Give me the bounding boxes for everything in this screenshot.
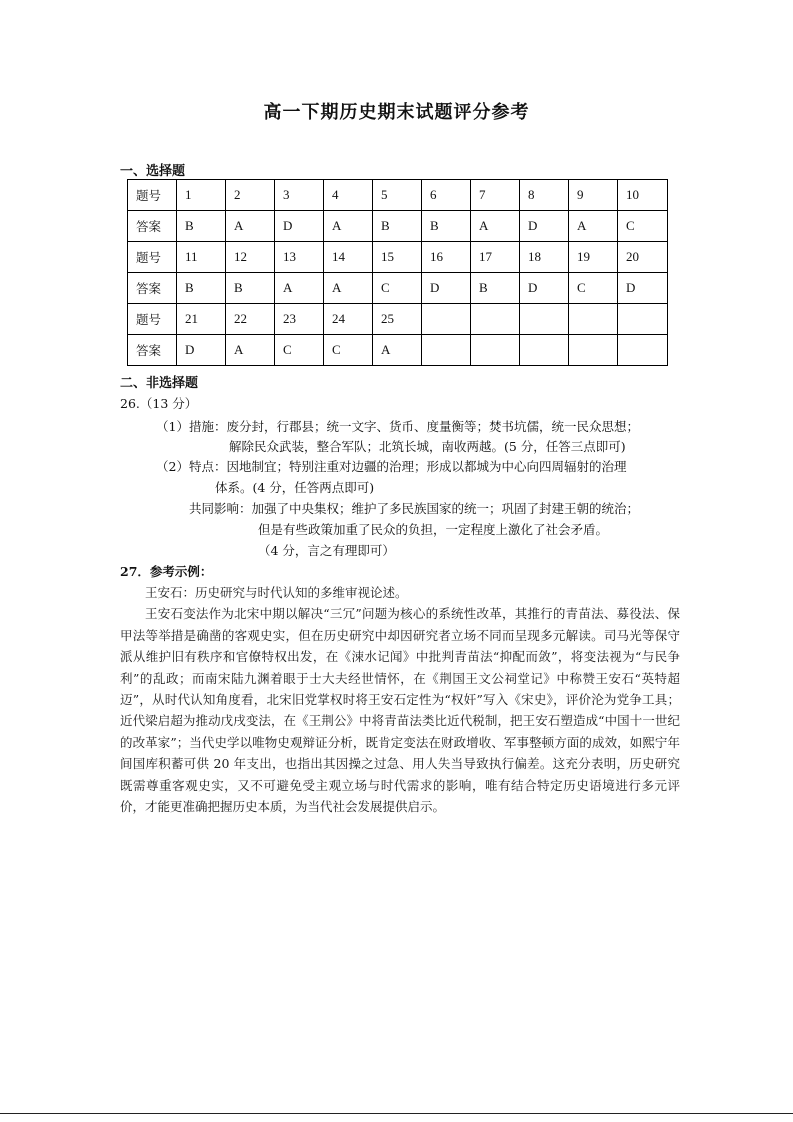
table-cell bbox=[471, 335, 520, 366]
table-cell: A bbox=[226, 211, 275, 242]
row-label: 题号 bbox=[128, 242, 177, 273]
table-cell: 14 bbox=[324, 242, 373, 273]
table-cell: C bbox=[275, 335, 324, 366]
section-heading-nonchoice: 二、非选择题 bbox=[120, 376, 199, 391]
q26-line: 体系。(4 分，任答两点即可) bbox=[215, 480, 375, 495]
q27-thesis: 王安石：历史研究与时代认知的多维审视论述。 bbox=[145, 585, 408, 600]
table-cell: D bbox=[520, 273, 569, 304]
table-cell: B bbox=[226, 273, 275, 304]
row-label: 答案 bbox=[128, 335, 177, 366]
q26-line: 但是有些政策加重了民众的负担，一定程度上激化了社会矛盾。 bbox=[258, 522, 609, 537]
bottom-rule bbox=[0, 1113, 793, 1114]
table-cell bbox=[520, 304, 569, 335]
table-cell: 22 bbox=[226, 304, 275, 335]
table-cell: 7 bbox=[471, 180, 520, 211]
table-row bbox=[128, 242, 668, 273]
q27-body: 王安石变法作为北宋中期以解决“三冗”问题为核心的系统性改革，其推行的青苗法、募役法、保甲法等举措是确凿的客观史实，但在历史研究中却因研究者立场不同而呈现多元解读。司马光等保守派从维护旧有秩序和官僚特权出发，在《涑水记闻》中批判青苗法“抑配而敛”，将变法视为“与民争利”的乱政；而南宋陆九渊着眼于士大夫经世情怀，在《荆国王文公祠堂记》中称赞王安石“英特超迈”，从时代认知角度看，北宋旧党掌权时将王安石定性为“权奸”写入《宋史》，评价沦为党争工具；近代梁启超为推动戊戌变法，在《王荆公》中将青苗法类比近代税制，把王安石塑造成“中国十一世纪的改革家”；当代史学以唯物史观辩证分析，既肯定变法在财政增收、军事整顿方面的成效，如熙宁年间国库积蓄可供 20 年支出，也指出其因操之过急、用人失当导致执行偏差。这充分表明，历史研究既需尊重客观史实，又不可避免受主观立场与时代需求的影响，唯有结合特定历史语境进行多元评价，才能更准确把握历史本质，为当代社会发展提供启示。 bbox=[120, 606, 680, 815]
table-cell bbox=[520, 335, 569, 366]
q26-line: （1）措施：废分封，行郡县；统一文字、货币、度量衡等；焚书坑儒，统一民众思想； bbox=[156, 419, 639, 434]
table-cell: B bbox=[177, 273, 226, 304]
table-cell: 9 bbox=[569, 180, 618, 211]
table-cell: D bbox=[275, 211, 324, 242]
table-cell: A bbox=[373, 335, 422, 366]
table-cell bbox=[569, 304, 618, 335]
q26-line: 共同影响：加强了中央集权；维护了多民族国家的统一；巩固了封建王朝的统治； bbox=[189, 501, 640, 516]
table-cell: 6 bbox=[422, 180, 471, 211]
table-cell: 17 bbox=[471, 242, 520, 273]
row-label: 答案 bbox=[128, 273, 177, 304]
table-cell: D bbox=[618, 273, 668, 304]
table-cell: 2 bbox=[226, 180, 275, 211]
table-cell: 8 bbox=[520, 180, 569, 211]
table-cell: 21 bbox=[177, 304, 226, 335]
table-cell: B bbox=[177, 211, 226, 242]
table-cell: 24 bbox=[324, 304, 373, 335]
table-cell bbox=[422, 335, 471, 366]
table-cell: B bbox=[422, 211, 471, 242]
table-row bbox=[128, 335, 668, 366]
q26-line: （4 分，言之有理即可） bbox=[258, 543, 395, 558]
table-cell: C bbox=[324, 335, 373, 366]
table-cell bbox=[618, 335, 668, 366]
row-label: 题号 bbox=[128, 180, 177, 211]
q26-line: （2）特点：因地制宜；特别注重对边疆的治理；形成以都城为中心向四周辐射的治理 bbox=[156, 459, 627, 474]
table-row bbox=[128, 304, 668, 335]
table-cell: D bbox=[177, 335, 226, 366]
table-cell bbox=[618, 304, 668, 335]
table-cell: 18 bbox=[520, 242, 569, 273]
table-cell: 12 bbox=[226, 242, 275, 273]
table-cell: 3 bbox=[275, 180, 324, 211]
table-cell bbox=[471, 304, 520, 335]
table-cell: A bbox=[471, 211, 520, 242]
table-cell: 11 bbox=[177, 242, 226, 273]
table-cell: A bbox=[324, 211, 373, 242]
table-row bbox=[128, 211, 668, 242]
table-cell: 13 bbox=[275, 242, 324, 273]
table-cell: 16 bbox=[422, 242, 471, 273]
table-row bbox=[128, 180, 668, 211]
table-cell: 25 bbox=[373, 304, 422, 335]
answer-table bbox=[127, 179, 668, 366]
table-cell: B bbox=[471, 273, 520, 304]
table-cell: 20 bbox=[618, 242, 668, 273]
table-cell bbox=[422, 304, 471, 335]
section-heading-choice: 一、选择题 bbox=[120, 164, 186, 179]
table-cell: B bbox=[373, 211, 422, 242]
table-cell: 1 bbox=[177, 180, 226, 211]
table-cell: C bbox=[569, 273, 618, 304]
table-row bbox=[128, 273, 668, 304]
q27-header: 27．参考示例： bbox=[120, 564, 213, 579]
table-cell: C bbox=[618, 211, 668, 242]
row-label: 答案 bbox=[128, 211, 177, 242]
table-cell: 23 bbox=[275, 304, 324, 335]
table-cell: 15 bbox=[373, 242, 422, 273]
table-cell: A bbox=[324, 273, 373, 304]
table-cell: A bbox=[569, 211, 618, 242]
page-title: 高一下期历史期末试题评分参考 bbox=[263, 102, 530, 123]
q27-answer bbox=[120, 582, 680, 817]
table-cell: 19 bbox=[569, 242, 618, 273]
table-cell: A bbox=[226, 335, 275, 366]
table-cell: 5 bbox=[373, 180, 422, 211]
row-label: 题号 bbox=[128, 304, 177, 335]
table-cell: D bbox=[520, 211, 569, 242]
table-cell: 10 bbox=[618, 180, 668, 211]
q26-line: 解除民众武装，整合军队；北筑长城，南收两越。(5 分，任答三点即可) bbox=[229, 439, 626, 454]
table-cell: D bbox=[422, 273, 471, 304]
q26-header: 26.（13 分） bbox=[120, 396, 198, 411]
table-cell bbox=[569, 335, 618, 366]
table-cell: 4 bbox=[324, 180, 373, 211]
table-cell: C bbox=[373, 273, 422, 304]
table-cell: A bbox=[275, 273, 324, 304]
